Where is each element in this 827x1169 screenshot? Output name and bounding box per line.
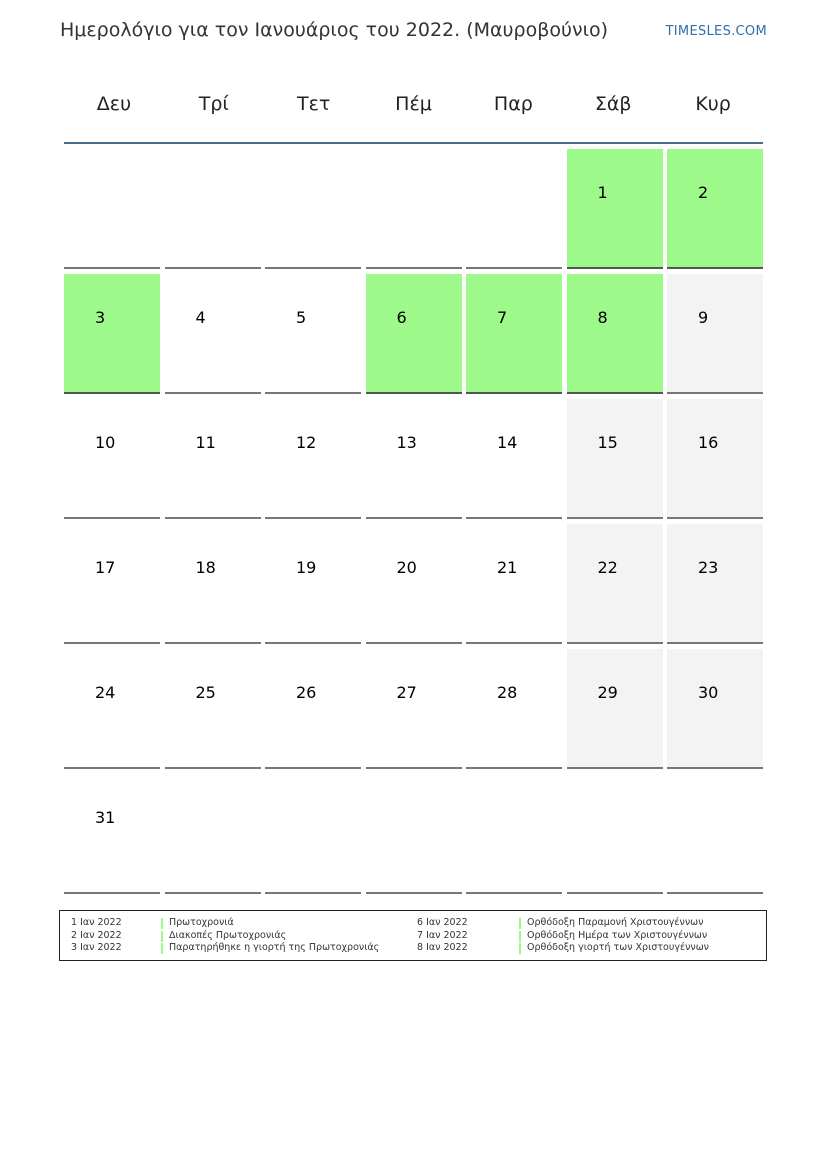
day-cell[interactable] <box>466 649 562 769</box>
weekday-wed: Τετ <box>296 93 331 115</box>
weekday-sun: Κυρ <box>695 93 731 115</box>
day-number: 3 <box>95 308 106 327</box>
weekday-tue: Τρί <box>198 93 229 115</box>
day-number: 10 <box>95 433 116 452</box>
day-cell[interactable] <box>64 399 160 519</box>
day-cell[interactable] <box>466 524 562 644</box>
legend-date: 7 Ιαν 2022 <box>417 929 468 941</box>
day-cell[interactable] <box>667 649 763 769</box>
weekday-thu: Πέμ <box>395 93 432 115</box>
day-number: 4 <box>195 308 206 327</box>
day-number: 23 <box>698 558 719 577</box>
day-number: 17 <box>95 558 116 577</box>
day-cell[interactable] <box>265 649 361 769</box>
day-number: 13 <box>396 433 417 452</box>
day-number: 14 <box>497 433 518 452</box>
day-number: 26 <box>296 683 317 702</box>
legend-holiday-name: Διακοπές Πρωτοχρονιάς <box>169 929 287 941</box>
page-title: Ημερολόγιο για τον Ιανουάριος του 2022. (Μαυροβούνιο) <box>60 19 609 41</box>
holiday-color-marker <box>519 943 521 954</box>
day-cell <box>667 774 763 894</box>
day-number: 15 <box>597 433 618 452</box>
day-number: 31 <box>95 808 116 827</box>
holiday-color-marker <box>161 918 163 929</box>
day-cell[interactable] <box>64 649 160 769</box>
day-number: 7 <box>497 308 508 327</box>
day-number: 2 <box>698 183 709 202</box>
weekday-mon: Δευ <box>96 93 132 115</box>
day-cell[interactable] <box>567 274 663 394</box>
day-cell <box>466 774 562 894</box>
legend-date: 1 Ιαν 2022 <box>71 917 122 928</box>
holiday-color-marker <box>519 918 521 929</box>
legend-holiday-name: Ορθόδοξη Ημέρα των Χριστουγέννων <box>527 929 708 941</box>
day-cell <box>165 149 261 269</box>
day-cell[interactable] <box>165 649 261 769</box>
day-cell <box>165 774 261 894</box>
day-cell <box>466 149 562 269</box>
day-number: 27 <box>396 683 417 702</box>
day-cell[interactable] <box>667 524 763 644</box>
day-cell[interactable] <box>366 399 462 519</box>
day-number: 19 <box>296 558 317 577</box>
day-cell <box>265 774 361 894</box>
day-number: 8 <box>597 308 608 327</box>
day-cell[interactable] <box>64 774 160 894</box>
day-cell[interactable] <box>567 149 663 269</box>
legend-date: 2 Ιαν 2022 <box>71 929 122 941</box>
day-cell[interactable] <box>567 524 663 644</box>
day-cell[interactable] <box>165 524 261 644</box>
day-number: 6 <box>396 308 407 327</box>
legend-holiday-name: Ορθόδοξη Παραμονή Χριστουγέννων <box>527 917 704 928</box>
day-cell <box>366 149 462 269</box>
day-cell[interactable] <box>667 149 763 269</box>
day-cell[interactable] <box>366 274 462 394</box>
legend-date: 3 Ιαν 2022 <box>71 942 122 953</box>
calendar <box>64 62 763 827</box>
day-cell <box>366 774 462 894</box>
day-cell[interactable] <box>265 274 361 394</box>
holiday-color-marker <box>161 931 163 942</box>
legend-date: 8 Ιαν 2022 <box>417 942 468 953</box>
weekday-header <box>64 62 763 144</box>
day-number: 12 <box>296 433 317 452</box>
holiday-legend <box>59 910 767 961</box>
day-cell[interactable] <box>366 524 462 644</box>
day-number: 24 <box>95 683 116 702</box>
day-number: 5 <box>296 308 307 327</box>
legend-holiday-name: Πρωτοχρονιά <box>169 917 234 928</box>
weekday-sat: Σάβ <box>594 93 632 115</box>
day-number: 11 <box>195 433 216 452</box>
day-number: 20 <box>396 558 417 577</box>
day-number: 25 <box>195 683 216 702</box>
holiday-color-marker <box>161 943 163 954</box>
day-cell[interactable] <box>667 399 763 519</box>
day-cell[interactable] <box>165 399 261 519</box>
day-number: 1 <box>597 183 608 202</box>
brand-link[interactable]: TIMESLES.COM <box>665 24 767 39</box>
day-cell[interactable] <box>466 274 562 394</box>
legend-date: 6 Ιαν 2022 <box>417 917 468 928</box>
legend-holiday-name: Ορθόδοξη γιορτή των Χριστουγέννων <box>527 942 709 953</box>
day-number: 9 <box>698 308 709 327</box>
day-cell[interactable] <box>64 524 160 644</box>
day-number: 22 <box>597 558 618 577</box>
day-cell <box>265 149 361 269</box>
day-number: 29 <box>597 683 618 702</box>
day-cell[interactable] <box>165 274 261 394</box>
day-cell[interactable] <box>64 274 160 394</box>
day-number: 18 <box>195 558 216 577</box>
day-cell[interactable] <box>667 274 763 394</box>
day-number: 21 <box>497 558 518 577</box>
day-cell[interactable] <box>567 649 663 769</box>
day-cell[interactable] <box>466 399 562 519</box>
day-number: 30 <box>698 683 719 702</box>
day-cell[interactable] <box>366 649 462 769</box>
day-cell <box>64 149 160 269</box>
weekday-fri: Παρ <box>493 93 533 115</box>
day-cell <box>567 774 663 894</box>
day-number: 16 <box>698 433 719 452</box>
legend-holiday-name: Παρατηρήθηκε η γιορτή της Πρωτοχρονιάς <box>169 942 380 953</box>
day-cell[interactable] <box>265 524 361 644</box>
day-cell[interactable] <box>265 399 361 519</box>
holiday-color-marker <box>519 931 521 942</box>
day-cell[interactable] <box>567 399 663 519</box>
day-number: 28 <box>497 683 518 702</box>
